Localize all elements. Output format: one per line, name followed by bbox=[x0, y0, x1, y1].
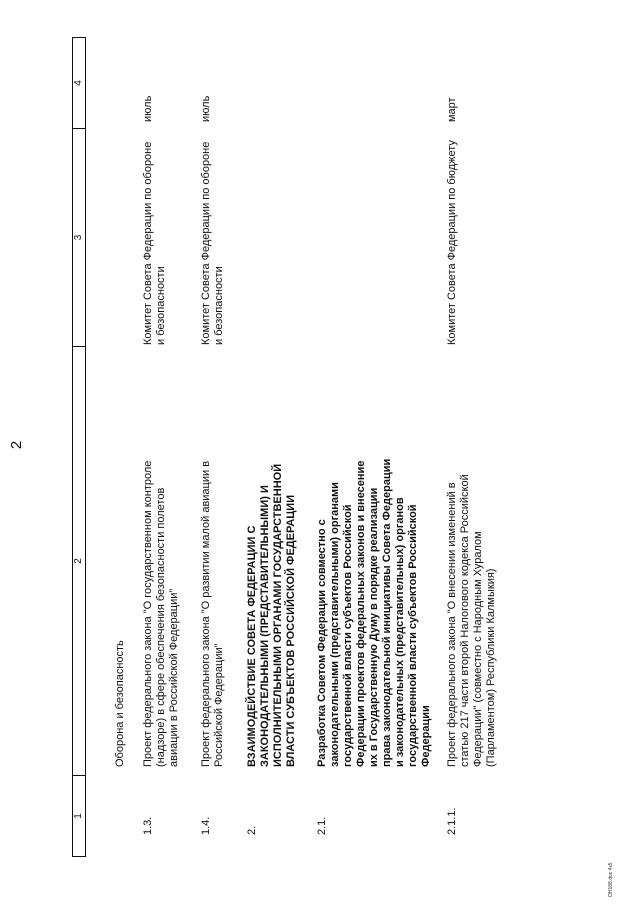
document-stamp: ОН188.doc 4к5 bbox=[608, 862, 614, 897]
row-number: 2.1.1. bbox=[446, 807, 458, 835]
row-responsible: Комитет Совета Федерации по обороне и безопасности bbox=[142, 141, 167, 345]
column-header-4: 4 bbox=[73, 80, 84, 86]
row-responsible: Комитет Совета Федерации по обороне и безопасности bbox=[200, 141, 225, 345]
column-header-table bbox=[72, 37, 86, 857]
row-term: июль bbox=[200, 95, 212, 122]
row-number: 2.1. bbox=[316, 816, 328, 835]
column-header-1: 1 bbox=[73, 775, 85, 856]
row-term: июль bbox=[142, 95, 154, 122]
section-title: Оборона и безопасность bbox=[114, 640, 126, 767]
row-text: Проект федерального закона "О государственном контроле (надзоре) в сфере обеспечения безопасности полетов авиации в Российской Федерации" bbox=[142, 460, 180, 767]
column-header-2: 2 bbox=[73, 346, 85, 775]
row-number: 1.3. bbox=[142, 816, 154, 835]
column-header-3: 3 bbox=[73, 128, 85, 346]
row-text: Проект федерального закона "О развитии малой авиации в Российской Федерации" bbox=[200, 460, 225, 767]
row-responsible: Комитет Совета Федерации по бюджету bbox=[446, 140, 458, 345]
row-text: Проект федерального закона "О внесении изменений в статью 217 части второй Налогового кодекса Российской Федерации" (совместно с Народным Хуралом (Парламентом) Республики Калмыкия) bbox=[446, 474, 497, 767]
row-number: 2. bbox=[246, 825, 258, 835]
row-number: 1.4. bbox=[200, 816, 212, 835]
page-number: 2 bbox=[8, 440, 25, 450]
row-text: ВЗАИМОДЕЙСТВИЕ СОВЕТА ФЕДЕРАЦИИ С ЗАКОНОДАТЕЛЬНЫМИ (ПРЕДСТАВИТЕЛЬНЫМИ) И ИСПОЛНИТЕЛЬНЫМИ ОРГАНАМИ ГОСУДАРСТВЕННОЙ ВЛАСТИ СУБЪЕКТОВ РОССИЙСКОЙ ФЕДЕРАЦИИ bbox=[246, 463, 297, 767]
row-term: март bbox=[446, 97, 458, 122]
row-text: Разработка Советом Федерации совместно с законодательными (представительными) органами государственной власти субъектов Российской Федерации проектов федеральных законов и внесение их в Государственную Думу в порядке реализации права законодательной инициативы Совета Федерации и законодательных (представительных) органов государственной власти субъектов Российской Федерации bbox=[316, 458, 432, 767]
